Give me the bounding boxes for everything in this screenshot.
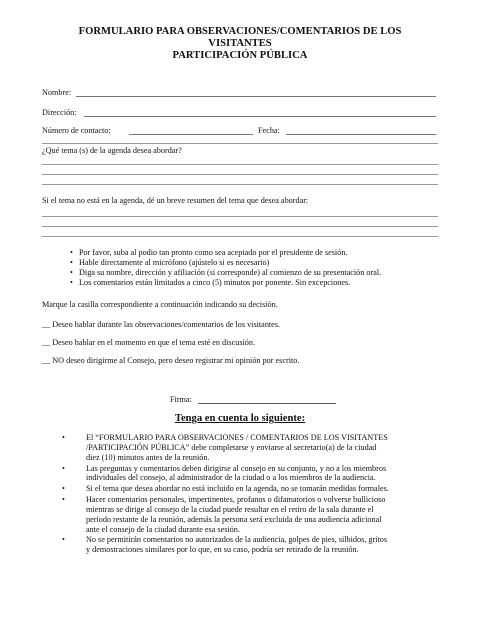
notes-list [62,433,452,556]
list-item: • Hacer comentarios personales, impertinentes, profanos o difamatorios o volverse bullicioso mientras se dirige al consejo de la ciudad puede resultar en el retiro de la sala durante el periodo restante de la reunión, además la persona será excluida de una audiencia adicional ante el consejo de la ciudad durante esa sesión. [62,495,386,534]
date-field[interactable] [286,134,436,135]
agenda-answer-line-2[interactable] [42,174,438,175]
bullet-icon: • [70,267,73,277]
bullet-icon: • [62,463,65,473]
option-written-opinion[interactable]: __ NO deseo dirigirme al Consejo, pero deseo registrar mi opinión por escrito. [42,356,300,365]
list-item: • Si el tema que desea abordar no está incluido en la agenda, no se tomarán medidas formales. [62,484,389,494]
signature-label: Firma: [170,395,192,404]
list-item: • Diga su nombre, dirección y afiliación (si corresponde) al comienzo de su presentación oral. [70,267,382,277]
bullet-icon: • [62,484,65,494]
summary-line-2[interactable] [42,226,438,227]
date-label: Fecha: [258,126,280,135]
bullet-icon: • [70,257,73,267]
summary-prompt: Si el tema no está en la agenda, dé un breve resumen del tema que desea abordar: [42,196,309,205]
name-label: Nombre: [42,88,72,97]
contact-label: Número de contacto: [42,126,111,135]
title-line-2: VISITANTES [208,38,272,49]
section-divider [42,143,438,144]
option-speak-during-item[interactable]: __ Deseo hablar en el momento en que el tema esté en discusión. [42,338,256,347]
bullet-icon: • [62,433,65,442]
list-item: • No se permitirán comentarios no autorizados de la audiencia, golpes de pies, silbidos, gritos y demostraciones similares por lo que, en su caso, podría ser retirado de la reunión. [62,535,388,555]
form-title [40,26,440,62]
summary-line-1[interactable] [42,216,438,217]
instructions-list [70,248,381,287]
address-field[interactable] [84,116,436,117]
list-item: • Los comentarios están limitados a cinco (5) minutos por ponente. Sin excepciones. [70,277,351,287]
list-item: • Las preguntas y comentarios deben dirigirse al consejo en su conjunto, y no a los miembros individuales del consejo, al administrador de la ciudad o a los miembros de la audiencia. [62,463,387,483]
agenda-answer-line-3[interactable] [42,184,438,185]
title-line-3: PARTICIPACIÓN PÚBLICA [172,50,308,61]
agenda-answer-line-1[interactable] [42,164,438,165]
mark-prompt: Marque la casilla correspondiente a continuación indicando su decisión. [42,300,278,309]
summary-line-3[interactable] [42,236,438,237]
bullet-icon: • [70,248,73,257]
list-item: • Hable directamente al micrófono (ajústelo si es necesario) [70,257,270,267]
title-line-1: FORMULARIO PARA OBSERVACIONES/COMENTARIOS DE LOS [78,26,402,37]
contact-field[interactable] [129,134,253,135]
address-label: Dirección: [42,108,77,117]
bullet-icon: • [62,535,65,545]
agenda-question: ¿Qué tema (s) de la agenda desea abordar? [42,146,182,155]
signature-field[interactable] [198,403,336,404]
bullet-icon: • [70,277,73,287]
notes-heading: Tenga en cuenta lo siguiente: [174,413,306,424]
list-item: • El “FORMULARIO PARA OBSERVACIONES / COMENTARIOS DE LOS VISITANTES /PARTICIPACIÓN PÚBLICA” debe completarse y enviarse al secretario(a) de la ciudad diez (10) minutos antes de la reunión. [62,433,388,462]
name-field[interactable] [76,96,436,97]
list-item: • Por favor, suba al podio tan pronto como sea aceptado por el presidente de sesión. [70,248,348,257]
bullet-icon: • [62,495,65,505]
option-speak-during-comments[interactable]: __ Deseo hablar durante las observaciones/comentarios de los visitantes. [42,320,281,329]
